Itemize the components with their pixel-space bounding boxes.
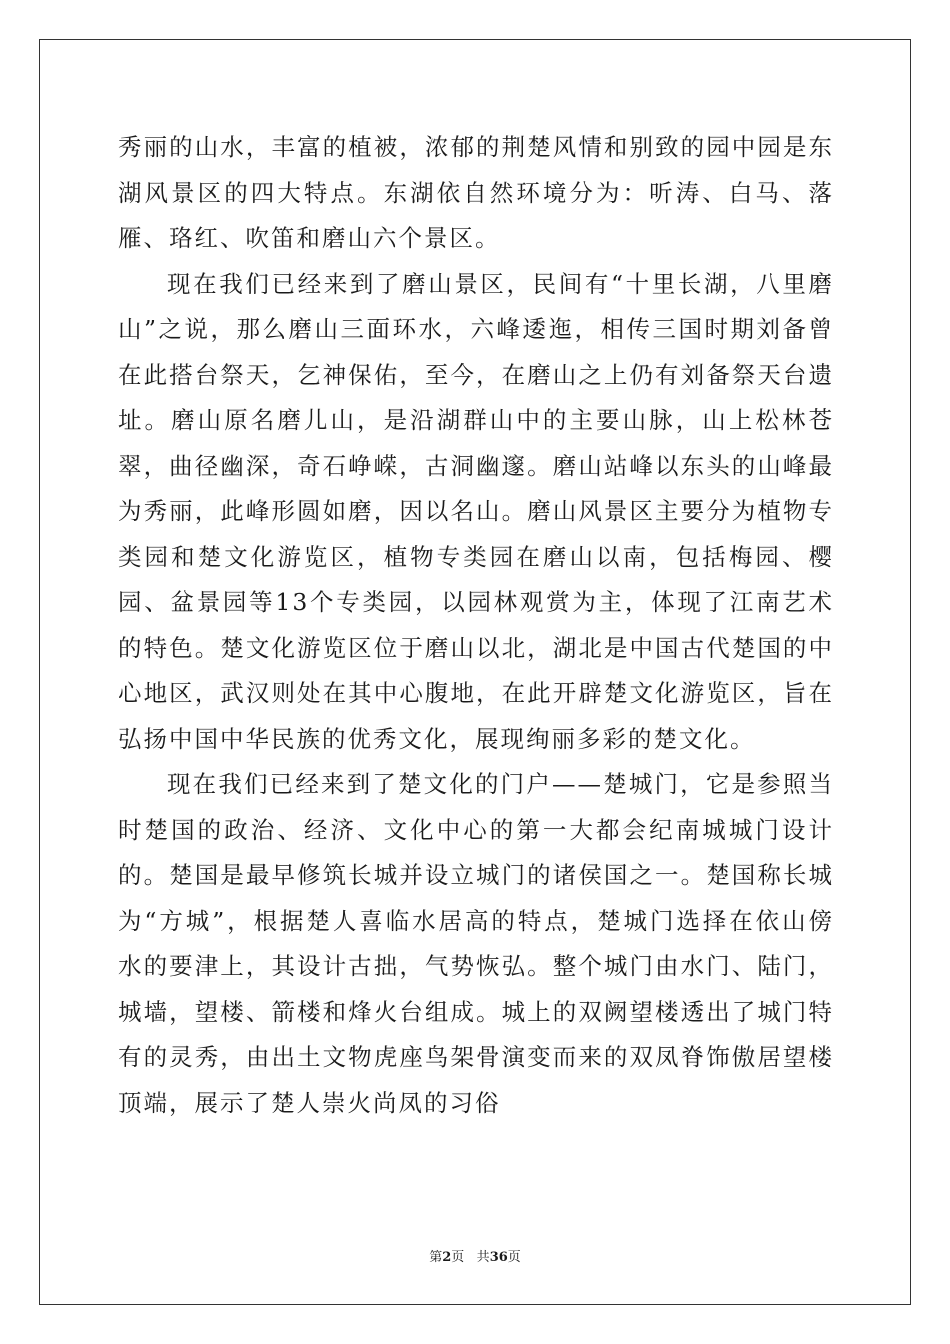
paragraph-1: 秀丽的山水，丰富的植被，浓郁的荆楚风情和别致的园中园是东湖风景区的四大特点。东湖依自然环境分为：听涛、白马、落雁、珞红、吹笛和磨山六个景区。 [118, 133, 834, 252]
page-number: 2 [442, 1250, 452, 1265]
total-pages: 36 [489, 1250, 508, 1265]
paragraph-3: 现在我们已经来到了楚文化的门户——楚城门，它是参照当时楚国的政治、经济、文化中心的第一大都会纪南城城门设计的。楚国是最早修筑长城并设立城门的诸侯国之一。楚国称长城为“方城”，根据楚人喜临水居高的特点，楚城门选择在依山傍水的要津上，其设计古拙，气势恢弘。整个城门由水门、陆门，城墙，望楼、箭楼和烽火台组成。城上的双阙望楼透出了城门特有的灵秀，由出土文物虎座鸟架骨演变而来的双凤脊饰傲居望楼顶端，展示了楚人崇火尚凤的习俗 [118, 770, 834, 1117]
page-suffix: 页 [451, 1250, 465, 1265]
document-body [118, 125, 834, 1126]
paragraph-2: 现在我们已经来到了磨山景区，民间有“十里长湖，八里磨山”之说，那么磨山三面环水，六峰逶迤，相传三国时期刘备曾在此搭台祭天，乞神保佑，至今，在磨山之上仍有刘备祭天台遗址。磨山原名磨儿山，是沿湖群山中的主要山脉，山上松林苍翠，曲径幽深，奇石峥嵘，古洞幽邃。磨山站峰以东头的山峰最为秀丽，此峰形圆如磨，因以名山。磨山风景区主要分为植物专类园和楚文化游览区，植物专类园在磨山以南，包括梅园、樱园、盆景园等13个专类园，以园林观赏为主，体现了江南艺术的特色。楚文化游览区位于磨山以北，湖北是中国古代楚国的中心地区，武汉则处在其中心腹地，在此开辟楚文化游览区，旨在弘扬中国中华民族的优秀文化，展现绚丽多彩的楚文化。 [118, 269, 834, 753]
total-prefix: 共 [476, 1250, 490, 1265]
page-prefix: 第 [429, 1250, 443, 1265]
page-footer [0, 1246, 950, 1265]
total-suffix: 页 [507, 1250, 521, 1265]
